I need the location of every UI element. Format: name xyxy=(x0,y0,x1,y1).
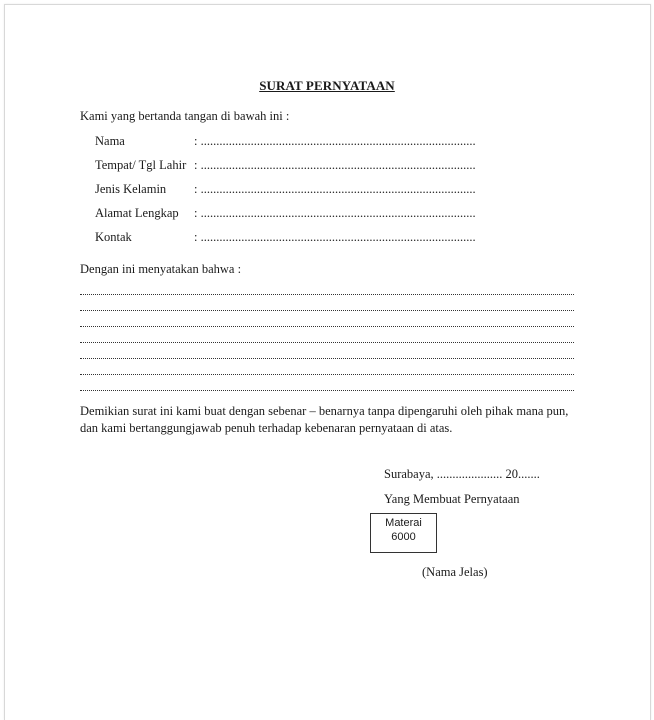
field-fill-line: : ........................................................................................ xyxy=(194,158,476,172)
place-date: Surabaya, ..................... 20....... xyxy=(384,467,540,481)
signer-heading: Yang Membuat Pernyataan xyxy=(384,492,520,506)
statement-blank-line xyxy=(80,326,574,327)
materai-stamp-box xyxy=(370,513,437,553)
statement-blank-line xyxy=(80,294,574,295)
statement-blank-line xyxy=(80,310,574,311)
closing-line-2: dan kami bertanggungjawab penuh terhadap kebenaran pernyataan di atas. xyxy=(80,421,453,435)
field-label: Alamat Lengkap xyxy=(95,206,179,220)
intro-text: Kami yang bertanda tangan di bawah ini : xyxy=(80,109,290,123)
field-fill-line: : ........................................................................................ xyxy=(194,230,476,244)
document-title: SURAT PERNYATAAN xyxy=(259,78,395,93)
field-fill-line: : ........................................................................................ xyxy=(194,182,476,196)
statement-intro: Dengan ini menyatakan bahwa : xyxy=(80,262,242,276)
name-label: (Nama Jelas) xyxy=(422,565,488,579)
stamp-label: Materai xyxy=(385,517,422,529)
field-fill-line: : ........................................................................................ xyxy=(194,134,476,148)
statement-blank-line xyxy=(80,390,574,391)
stamp-value: 6000 xyxy=(391,531,416,543)
closing-line-1: Demikian surat ini kami buat dengan sebenar – benarnya tanpa dipengaruhi oleh pihak mana pun, xyxy=(80,404,569,418)
field-label: Tempat/ Tgl Lahir xyxy=(95,158,187,172)
statement-blank-line xyxy=(80,358,574,359)
field-label: Jenis Kelamin xyxy=(95,182,167,196)
field-label: Kontak xyxy=(95,230,132,244)
statement-blank-line xyxy=(80,342,574,343)
field-label: Nama xyxy=(95,134,125,148)
statement-blank-line xyxy=(80,374,574,375)
field-fill-line: : ........................................................................................ xyxy=(194,206,476,220)
